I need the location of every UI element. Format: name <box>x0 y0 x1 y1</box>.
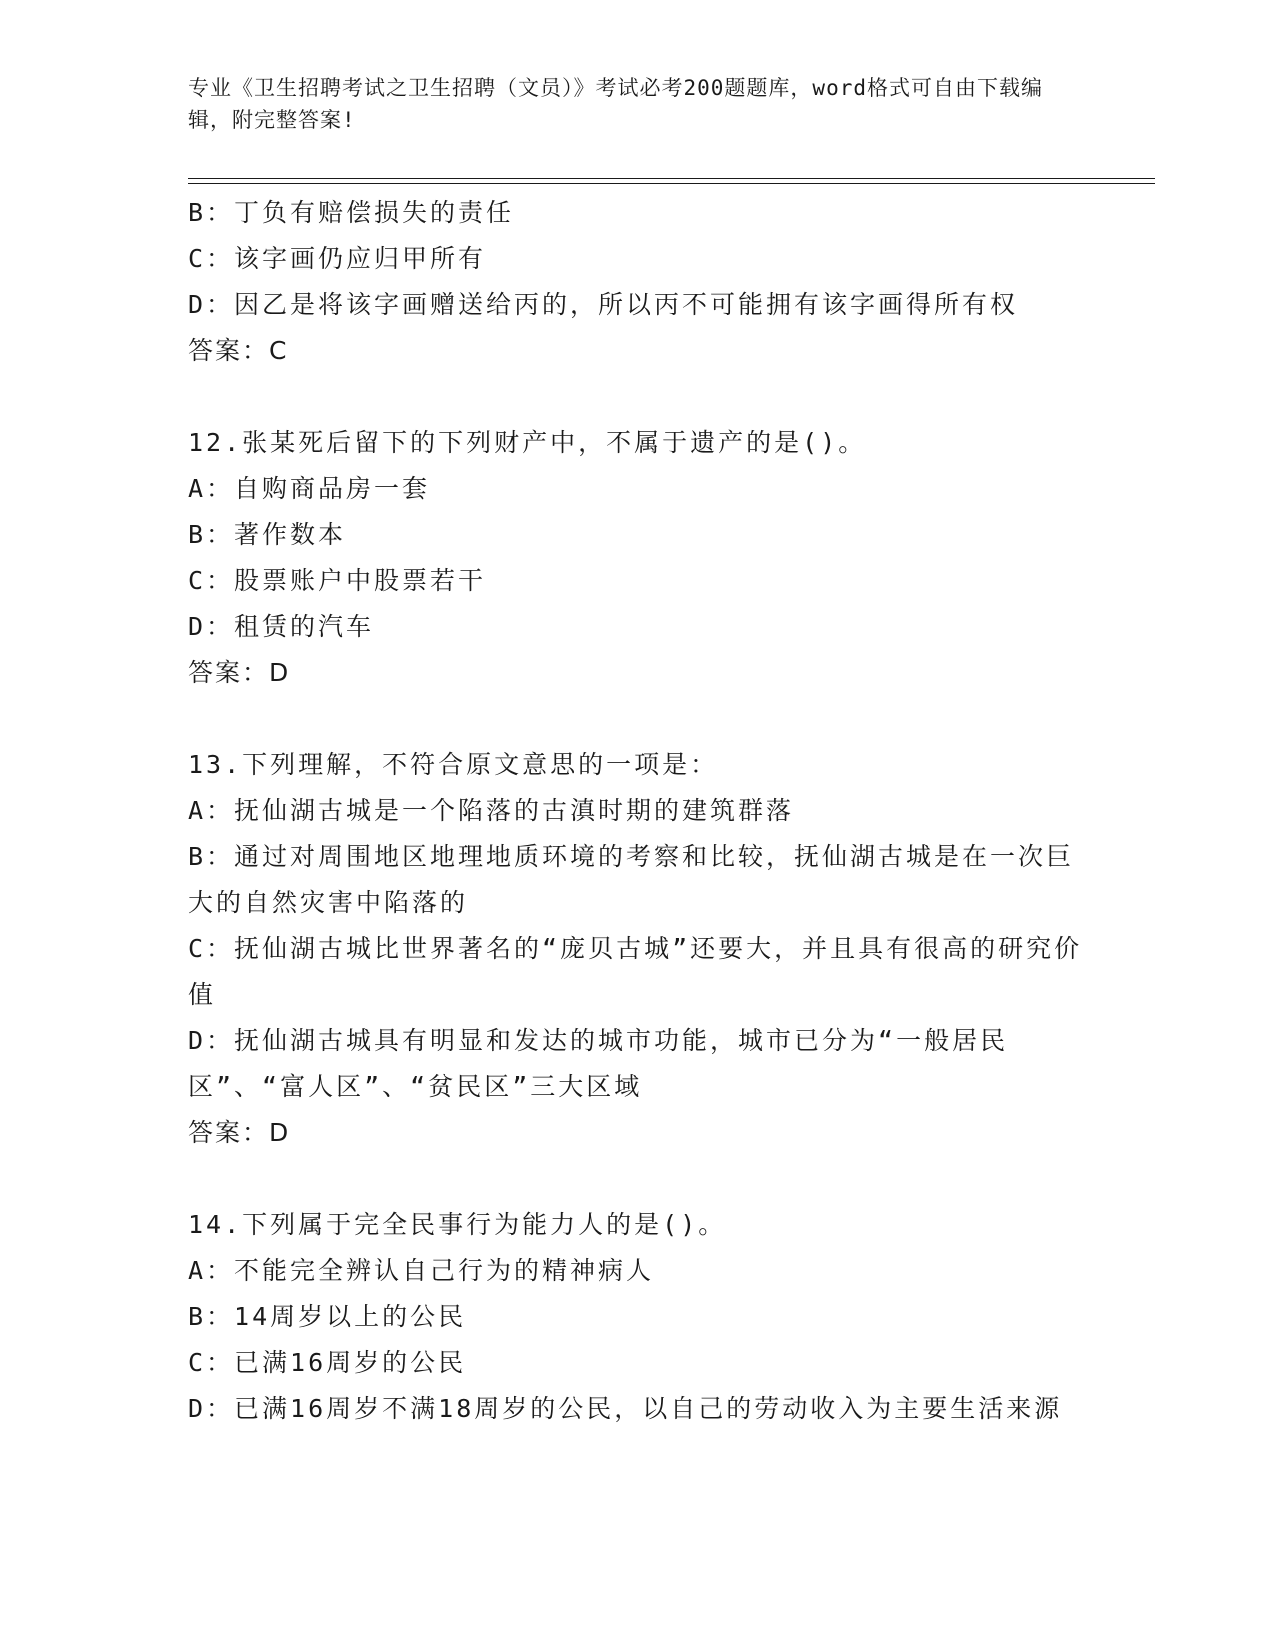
page-header: 专业《卫生招聘考试之卫生招聘（文员）》考试必考200题题库，word格式可自由下载编辑，附完整答案! <box>188 76 1043 132</box>
question-stem: 12.张某死后留下的下列财产中，不属于遗产的是()。 <box>188 428 867 457</box>
option-c: C：该字画仍应归甲所有 <box>188 244 487 273</box>
option-b: B：通过对周围地区地理地质环境的考察和比较，抚仙湖古城是在一次巨大的自然灾害中陷落的 <box>188 842 1075 917</box>
option-d: D：抚仙湖古城具有明显和发达的城市功能，城市已分为“一般居民区”、“富人区”、“贫民区”三大区域 <box>188 1026 1009 1101</box>
option-d: D：已满16周岁不满18周岁的公民，以自己的劳动收入为主要生活来源 <box>188 1394 1063 1423</box>
option-a: A：不能完全辨认自己行为的精神病人 <box>188 1256 655 1285</box>
option-d: D：因乙是将该字画赠送给丙的，所以丙不可能拥有该字画得所有权 <box>188 290 1019 319</box>
answer: 答案：D <box>188 1118 291 1147</box>
option-b: B：著作数本 <box>188 520 347 549</box>
question-stem: 14.下列属于完全民事行为能力人的是()。 <box>188 1210 727 1239</box>
option-b: B：14周岁以上的公民 <box>188 1302 467 1331</box>
question-stem: 13.下列理解，不符合原文意思的一项是： <box>188 750 719 779</box>
option-c: C：股票账户中股票若干 <box>188 566 487 595</box>
answer: 答案：C <box>188 336 289 365</box>
option-d: D：租赁的汽车 <box>188 612 375 641</box>
option-b: B：丁负有赔偿损失的责任 <box>188 198 515 227</box>
question-content <box>188 190 1088 1432</box>
answer: 答案：D <box>188 658 291 687</box>
header-divider <box>188 178 1155 184</box>
option-c: C：已满16周岁的公民 <box>188 1348 467 1377</box>
option-a: A：自购商品房一套 <box>188 474 431 503</box>
option-c: C：抚仙湖古城比世界著名的“庞贝古城”还要大，并且具有很高的研究价值 <box>188 934 1083 1009</box>
option-a: A：抚仙湖古城是一个陷落的古滇时期的建筑群落 <box>188 796 795 825</box>
